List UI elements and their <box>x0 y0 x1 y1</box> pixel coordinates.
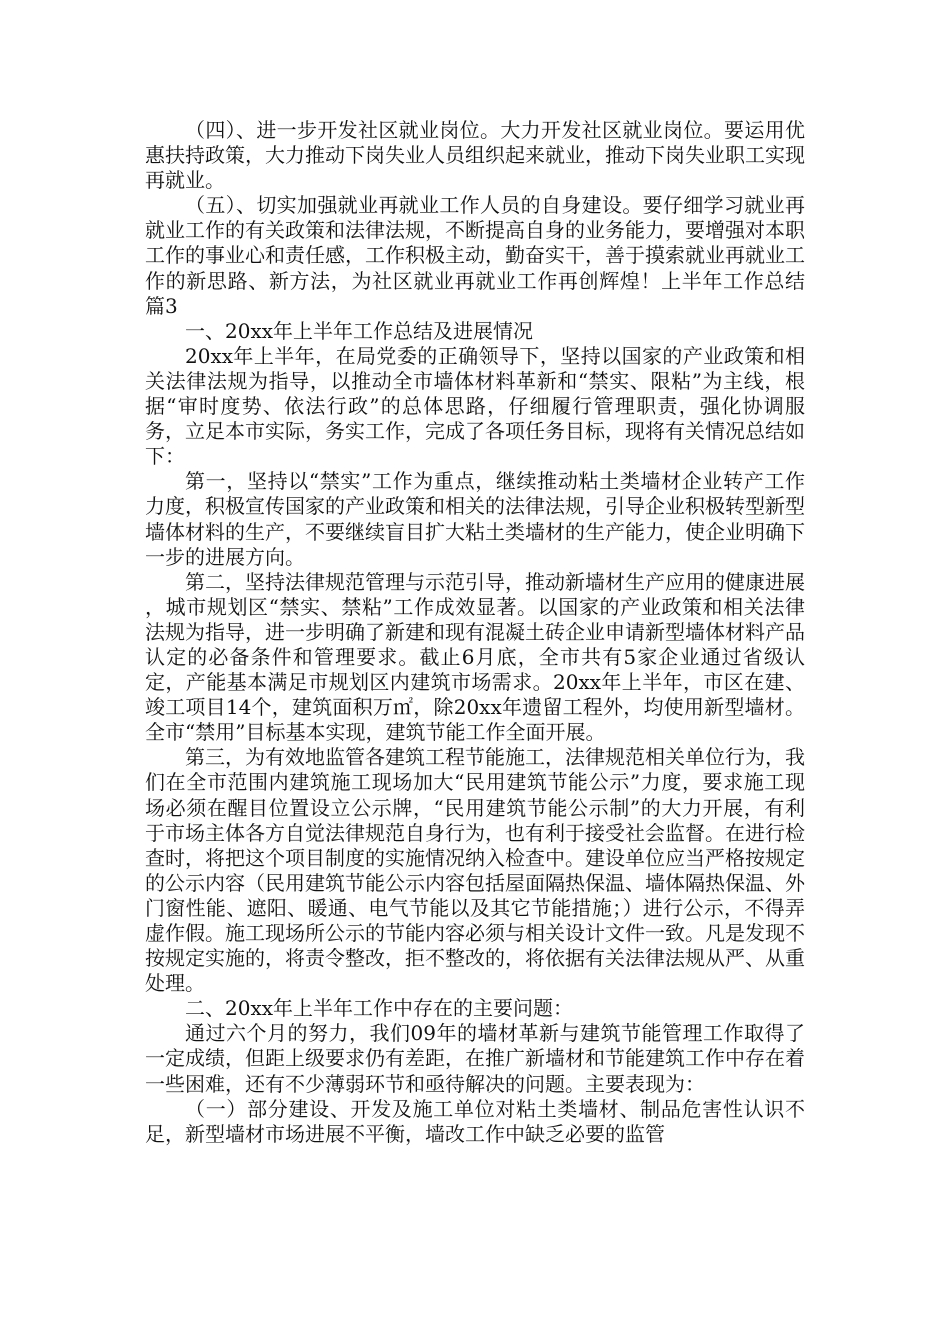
paragraph-problems-intro: 通过六个月的努力，我们09年的墙材革新与建筑节能管理工作取得了一定成绩，但距上级要求仍有差距，在推广新墙材和节能建筑工作中存在着一些困难，还有不少薄弱环节和亟待解决的问题。主要表现为： <box>145 1021 805 1096</box>
paragraph-first-point: 第一，坚持以“禁实”工作为重点，继续推动粘土类墙材企业转产工作力度，积极宣传国家的产业政策和相关的法律法规，引导企业积极转型新型墙体材料的生产，不要继续盲目扩大粘土类墙材的生产能力，使企业明确下一步的进展方向。 <box>145 469 805 569</box>
section-heading-progress: 一、20xx年上半年工作总结及进展情况 <box>185 318 534 343</box>
paragraph-community-jobs: （四）、进一步开发社区就业岗位。大力开发社区就业岗位。要运用优惠扶持政策，大力推动下岗失业人员组织起来就业，推动下岗失业职工实现再就业。 <box>145 118 805 193</box>
paragraph-third-point: 第三，为有效地监管各建筑工程节能施工，法律规范相关单位行为，我们在全市范围内建筑施工现场加大“民用建筑节能公示”力度，要求施工现场必须在醒目位置设立公示牌，“民用建筑节能公示制”的大力开展，有利于市场主体各方自觉法律规范自身行为，也有利于接受社会监督。在进行检查时，将把这个项目制度的实施情况纳入检查中。建设单位应当严格按规定的公示内容（民用建筑节能公示内容包括屋面隔热保温、墙体隔热保温、外门窗性能、遮阳、暖通、电气节能以及其它节能措施；）进行公示，不得弄虚作假。施工现场所公示的节能内容必须与相关设计文件一致。凡是发现不按规定实施的，将责令整改，拒不整改的，将依据有关法律法规从严、从重处理。 <box>145 745 805 996</box>
paragraph-overview: 20xx年上半年，在局党委的正确领导下，坚持以国家的产业政策和相关法律法规为指导，以推动全市墙体材料革新和“禁实、限粘”为主线，根据“审时度势、依法行政”的总体思路，仔细履行管理职责，强化协调服务，立足本市实际，务实工作，完成了各项任务目标，现将有关情况总结如下： <box>145 343 805 469</box>
paragraph-problem-one: （一）部分建设、开发及施工单位对粘土类墙材、制品危害性认识不足，新型墙材市场进展不平衡，墙改工作中缺乏必要的监管 <box>145 1096 805 1146</box>
paragraph-second-point: 第二，坚持法律规范管理与示范引导，推动新墙材生产应用的健康进展 ，城市规划区“禁实、禁粘”工作成效显著。以国家的产业政策和相关法律法规为指导，进一步明确了新建和现有混凝土砖企业申请新型墙体材料产品认定的必备条件和管理要求。截止6月底，全市共有5家企业通过省级认定，产能基本满足市规划区内建筑市场需求。20xx年上半年，市区在建、竣工项目14个，建筑面积万㎡，除20xx年遗留工程外，均使用新型墙材。全市“禁用”目标基本实现，建筑节能工作全面开展。 <box>145 569 805 745</box>
document-body <box>145 118 805 1147</box>
section-heading-problems: 二、20xx年上半年工作中存在的主要问题： <box>185 996 574 1021</box>
paragraph-staff-building: （五）、切实加强就业再就业工作人员的自身建设。要仔细学习就业再就业工作的有关政策和法律法规，不断提高自身的业务能力，要增强对本职工作的事业心和责任感，工作积极主动，勤奋实干，善于摸索就业再就业工作的新思路、新方法，为社区就业再就业工作再创辉煌！上半年工作总结 篇3 <box>145 193 805 318</box>
